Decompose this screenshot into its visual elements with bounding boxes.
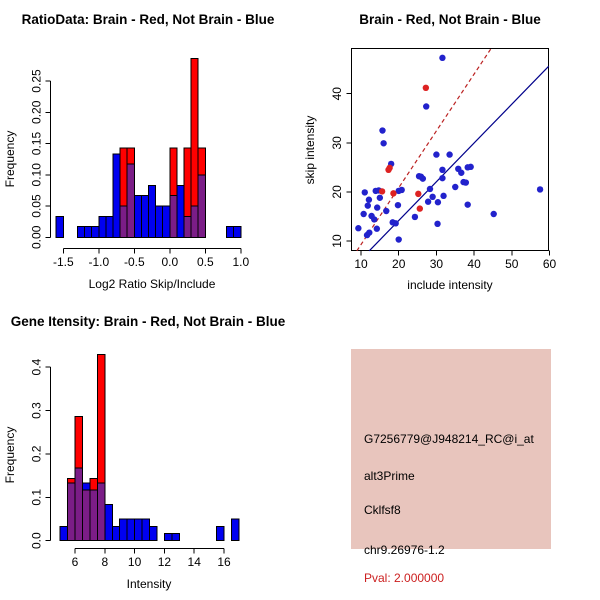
y-tick-label: 0.3 (29, 402, 44, 419)
data-point (439, 175, 445, 181)
chart-title: RatioData: Brain - Red, Not Brain - Blue (21, 12, 275, 27)
bar-blue (172, 533, 179, 540)
x-tick-label: -0.5 (123, 255, 145, 269)
data-point (396, 236, 402, 242)
x-axis (63, 248, 241, 253)
pval-text: Pval: 2.000000 (364, 571, 445, 585)
bar-overlap (82, 490, 89, 541)
y-tick-label: 20 (330, 185, 344, 199)
x-axis-title: Log2 Ratio Skip/Include (88, 277, 216, 291)
data-point (379, 127, 385, 133)
x-tick-label: 16 (217, 555, 231, 569)
data-point (380, 140, 386, 146)
bar-red (170, 148, 177, 196)
x-tick-label: 50 (505, 257, 519, 271)
data-point (446, 151, 452, 157)
bar-blue (113, 154, 120, 237)
bar-blue (177, 185, 184, 237)
bar-overlap (68, 483, 75, 541)
x-tick-label: 30 (429, 257, 444, 271)
data-point (362, 189, 368, 195)
y-tick-label: 0.25 (29, 69, 44, 93)
x-axis (75, 548, 224, 553)
chart-title: Brain - Red, Not Brain - Blue (359, 12, 541, 27)
bar-red (90, 479, 97, 490)
data-point (355, 225, 361, 231)
y-tick-label: 40 (330, 87, 344, 101)
histogram-svg (0, 300, 300, 600)
data-point (383, 208, 389, 214)
bar-red (68, 479, 75, 483)
data-point (392, 220, 398, 226)
bar-blue (99, 217, 106, 238)
y-axis (347, 94, 352, 241)
bar-red (75, 417, 82, 469)
bar-overlap (90, 490, 97, 541)
y-tick-label: 0.00 (29, 225, 44, 249)
data-point (433, 151, 439, 157)
bar-blue (92, 227, 99, 238)
data-point (399, 187, 405, 193)
data-point (374, 226, 380, 232)
y-axis-title: skip intensity (303, 115, 317, 185)
x-tick-label: 0.5 (196, 255, 214, 269)
bar-red (120, 148, 127, 206)
gene-info-box (351, 349, 551, 585)
data-point (416, 173, 422, 179)
data-point (366, 197, 372, 203)
x-axis (361, 251, 550, 256)
bar-red (191, 58, 198, 206)
panel-intensity-scatter (300, 0, 600, 300)
bar-blue (120, 519, 127, 541)
bar-blue (78, 227, 85, 238)
data-point (452, 184, 458, 190)
y-tick-label: 0.05 (29, 194, 44, 218)
blue-points (355, 55, 543, 243)
y-tick-label: 0.0 (29, 532, 44, 550)
bar-overlap (127, 164, 134, 237)
x-tick-label: 10 (354, 257, 368, 271)
gene-name-text: Cklfsf8 (364, 503, 401, 517)
red-points (379, 85, 429, 212)
x-tick-label: 60 (542, 257, 557, 271)
bar-blue (156, 206, 163, 237)
y-tick-label: 30 (330, 136, 344, 150)
x-axis-title: include intensity (407, 278, 493, 292)
bar-overlap (191, 206, 198, 237)
bar-overlap (75, 468, 82, 540)
bar-overlap (184, 217, 191, 238)
probe-id-text: G7256779@J948214_RC@i_at (364, 432, 534, 446)
data-point (423, 103, 429, 109)
data-point (415, 191, 421, 197)
x-tick-label: 6 (71, 555, 79, 569)
bar-overlap (120, 206, 127, 237)
data-point (373, 188, 379, 194)
data-point (434, 221, 440, 227)
bar-blue (231, 519, 238, 541)
x-axis-title: Intensity (126, 577, 172, 591)
data-point (425, 199, 431, 205)
bar-blue (105, 505, 112, 541)
data-point (427, 186, 433, 192)
data-point (464, 201, 470, 207)
data-point (395, 202, 401, 208)
x-tick-label: 20 (392, 257, 406, 271)
data-point (374, 204, 380, 210)
data-point (371, 216, 377, 222)
data-point (386, 165, 392, 171)
data-point (463, 179, 469, 185)
bar-blue (227, 227, 234, 238)
y-axis-title: Frequency (3, 426, 17, 484)
x-tick-label: -1.5 (52, 255, 74, 269)
y-axis (46, 367, 51, 541)
x-tick-label: 14 (187, 555, 201, 569)
histogram-bars (60, 355, 239, 541)
data-point (468, 164, 474, 170)
bar-overlap (170, 195, 177, 237)
scatter-plot-svg (300, 0, 600, 300)
data-point (458, 170, 464, 176)
bar-blue (56, 217, 63, 238)
data-point (390, 190, 396, 196)
data-point (439, 55, 445, 61)
bar-blue (60, 526, 67, 540)
panel-gene-info (300, 300, 600, 600)
bar-blue (217, 526, 224, 540)
data-point (435, 199, 441, 205)
panel-gene-intensity-histogram (0, 300, 300, 600)
bar-blue (106, 217, 113, 238)
y-axis-title: Frequency (3, 130, 17, 188)
bar-blue (149, 185, 156, 237)
data-point (439, 167, 445, 173)
data-point (537, 186, 543, 192)
data-point (412, 214, 418, 220)
x-tick-label: 8 (101, 555, 109, 569)
data-point (360, 211, 366, 217)
y-tick-label: 0.15 (29, 131, 44, 156)
x-tick-label: 0.0 (161, 255, 179, 269)
data-point (379, 188, 385, 194)
y-tick-label: 10 (330, 234, 344, 248)
data-point (440, 193, 446, 199)
bar-blue (112, 526, 119, 540)
x-tick-label: 40 (467, 257, 481, 271)
y-tick-label: 0.2 (29, 445, 44, 463)
event-type-text: alt3Prime (364, 469, 415, 483)
bar-red (127, 148, 134, 164)
bar-blue (142, 519, 149, 541)
histogram-svg (0, 0, 300, 300)
panel-ratio-histogram (0, 0, 300, 300)
chart-title: Gene Itensity: Brain - Red, Not Brain - Blue (10, 314, 286, 329)
bar-blue (163, 206, 170, 237)
data-point (429, 194, 435, 200)
bar-red (97, 355, 104, 483)
y-tick-label: 0.4 (29, 358, 44, 376)
data-point (377, 195, 383, 201)
x-tick-label: 12 (157, 555, 172, 569)
bar-overlap (97, 483, 104, 541)
bar-red (184, 148, 191, 217)
bar-blue (127, 519, 134, 541)
x-tick-label: 10 (127, 555, 142, 569)
location-text: chr9.26976-1.2 (364, 543, 445, 557)
bar-blue (135, 519, 142, 541)
bar-blue (134, 195, 141, 237)
y-tick-label: 0.20 (29, 100, 44, 124)
y-tick-label: 0.10 (29, 163, 44, 187)
histogram-bars (56, 58, 241, 237)
bar-blue (164, 533, 171, 540)
bar-blue (150, 526, 157, 540)
data-point (366, 229, 372, 235)
data-point (365, 202, 371, 208)
data-point (423, 85, 429, 91)
data-point (491, 211, 497, 217)
bar-blue (141, 195, 148, 237)
x-tick-label: 1.0 (232, 255, 250, 269)
data-point (417, 205, 423, 211)
bar-blue (85, 227, 92, 238)
bar-red (198, 148, 205, 175)
y-axis (46, 81, 51, 237)
x-tick-label: -1.0 (88, 255, 110, 269)
y-tick-label: 0.1 (29, 488, 44, 506)
plot-box (352, 48, 549, 250)
bar-blue (234, 227, 241, 238)
bar-overlap (198, 175, 205, 238)
bar-blue (82, 483, 89, 490)
